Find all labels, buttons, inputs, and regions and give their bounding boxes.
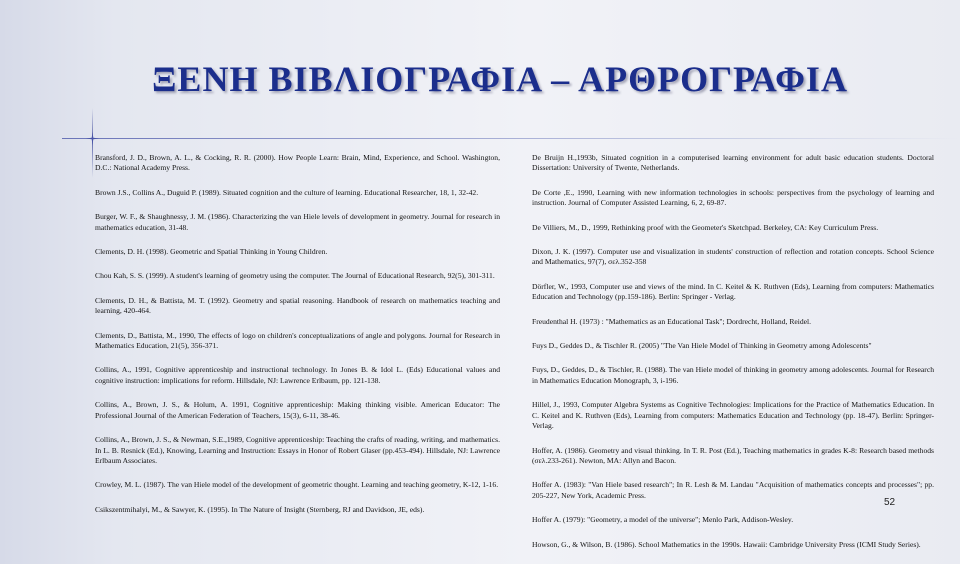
reference-entry: Burger, W. F., & Shaughnessy, J. M. (1986). Characterizing the van Hiele levels of development in geometry. Journal for research in mathematics education, 31-48. [95, 212, 500, 232]
decorative-horizontal-line [62, 138, 960, 139]
reference-entry: Hoffer A. (1979): "Geometry, a model of the universe"; Menlo Park, Addison-Wesley. [532, 515, 794, 525]
reference-entry: Fuys, D., Geddes, D., & Tischler, R. (1988). The van Hiele model of thinking in geometry among adolescents. Journal for Research in Mathematics Education Monograph, 3, i-196. [532, 365, 934, 385]
slide-title: ΞΕΝΗ ΒΙΒΛΙΟΓΡΑΦΙΑ – ΑΡΘΡΟΓΡΑΦΙΑ [152, 59, 848, 99]
reference-entry: Freudenthal H. (1973) : "Mathematics as an Educational Task"; Dordrecht, Holland, Reidel. [532, 316, 812, 326]
reference-entry: Bransford, J. D., Brown, A. L., & Cocking, R. R. (2000). How People Learn: Brain, Mind, Experience, and School. Washington, D.C.: National Academy Press. [95, 153, 500, 173]
reference-entry: Clements, D. H., & Battista, M. T. (1992). Geometry and spatial reasoning. Handbook of research on mathematics teaching and learning, 420-464. [95, 295, 500, 316]
reference-entry: Hillel, J., 1993, Computer Algebra Systems as Cognitive Technologies: Implications for the Practice of Mathematics Education. In C. Keitel and K. Ruthven (Eds), Learning from computers: Mathematics Education and Technology (pp. 18-47). Berlin: Springer-Verlag. [532, 400, 934, 431]
page-number: 52 [884, 497, 896, 508]
reference-entry: Csikszentmihalyi, M., & Sawyer, K. (1995). In The Nature of Insight (Sternberg, RJ and Davidson, JE, eds). [95, 504, 425, 514]
reference-entry: Clements, D., Battista, M., 1990, The effects of logo on children's conceptualizations of angle and polygons. Journal for Research in Mathematics Education, 21(5), 356-371. [95, 330, 500, 351]
reference-entry: Crowley, M. L. (1987). The van Hiele model of the development of geometric thought. Learning and teaching geometry, K-12, 1-16. [95, 480, 499, 490]
reference-entry: Dörfler, W., 1993, Computer use and views of the mind. In C. Keitel & K. Ruthven (Eds), Learning from computers: Mathematics Education and Technology (pp.159-186). Berlin: Springer - Verlag. [532, 281, 934, 302]
reference-entry: Collins, A., Brown, J. S., & Newman, S.E.,1989, Cognitive apprenticeship: Teaching the crafts of reading, writing, and mathematics. In L. B. Resnick (Ed.), Knowing, Learning and Instruction: Essays in Honor of Robert Glaser (pp.453-494). Hillsdale, NJ: Lawrence Erlbaum Associates. [95, 435, 500, 465]
reference-entry: Hoffer A. (1983): "Van Hiele based research"; In R. Lesh & M. Landau "Acquisition of mathematics concepts and processes"; pp. 205-227, New York, Academic Press. [532, 480, 934, 500]
reference-entry: Brown J.S., Collins A., Duguid P. (1989). Situated cognition and the culture of learning. Educational Researcher, 18, 1, 32-42. [95, 187, 479, 197]
reference-entry: De Bruijn H.,1993b, Situated cognition in a computerised learning environment for adult basic education students. Doctoral Dissertation: University of Twente, Netherlands. [532, 153, 934, 173]
reference-entry: De Villiers, M., D., 1999, Rethinking proof with the Geometer's Sketchpad. Berkeley, CA: Key Curriculum Press. [532, 222, 879, 232]
reference-entry: Chou Kah, S. S. (1999). A student's learning of geometry using the computer. The Journal of Educational Research, 92(5), 301-311. [95, 271, 495, 281]
reference-entry: Collins, A., 1991, Cognitive apprenticeship and instructional technology. In Jones B. & Idol L. (Eds) Educational values and cognitive instruction: implications for reform. Hillsdale, NJ: Lawrence Erlbaum, pp. 121-138. [95, 365, 500, 385]
references-left-column [95, 153, 500, 529]
reference-entry: Clements, D. H. (1998). Geometric and Spatial Thinking in Young Children. [95, 247, 328, 257]
reference-entry: Collins, A., Brown, J. S., & Holum, A. 1991, Cognitive apprenticeship: Making thinking visible. American Educator: The Professional Journal of the American Federation of Teachers, 15(3), 6-11, 38-46. [95, 400, 500, 420]
reference-entry: Fuys D., Geddes D., & Tischler R. (2005) "The Van Hiele Model of Thinking in Geometry among Adolescents" [532, 341, 872, 351]
references-right-column [532, 153, 934, 564]
reference-entry: De Corte ,E., 1990, Learning with new information technologies in schools: perspectives from the psychology of learning and instruction. Journal of Computer Assisted Learning, 6, 2, 69-87. [532, 187, 934, 208]
reference-entry: Howson, G., & Wilson, B. (1986). School Mathematics in the 1990s. Hawaii: Cambridge University Press (ICMI Study Series). [532, 539, 921, 549]
decorative-star-icon [86, 132, 99, 145]
reference-entry: Hoffer, A. (1986). Geometry and visual thinking. In T. R. Post (Ed.), Teaching mathematics in grades K-8: Research based methods (σελ.233-261). Newton, MA: Allyn and Bacon. [532, 445, 934, 465]
reference-entry: Dixon, J. K. (1997). Computer use and visualization in students' construction of reflection and rotation concepts. School Science and Mathematics, 97(7), σελ.352-358 [532, 247, 934, 267]
